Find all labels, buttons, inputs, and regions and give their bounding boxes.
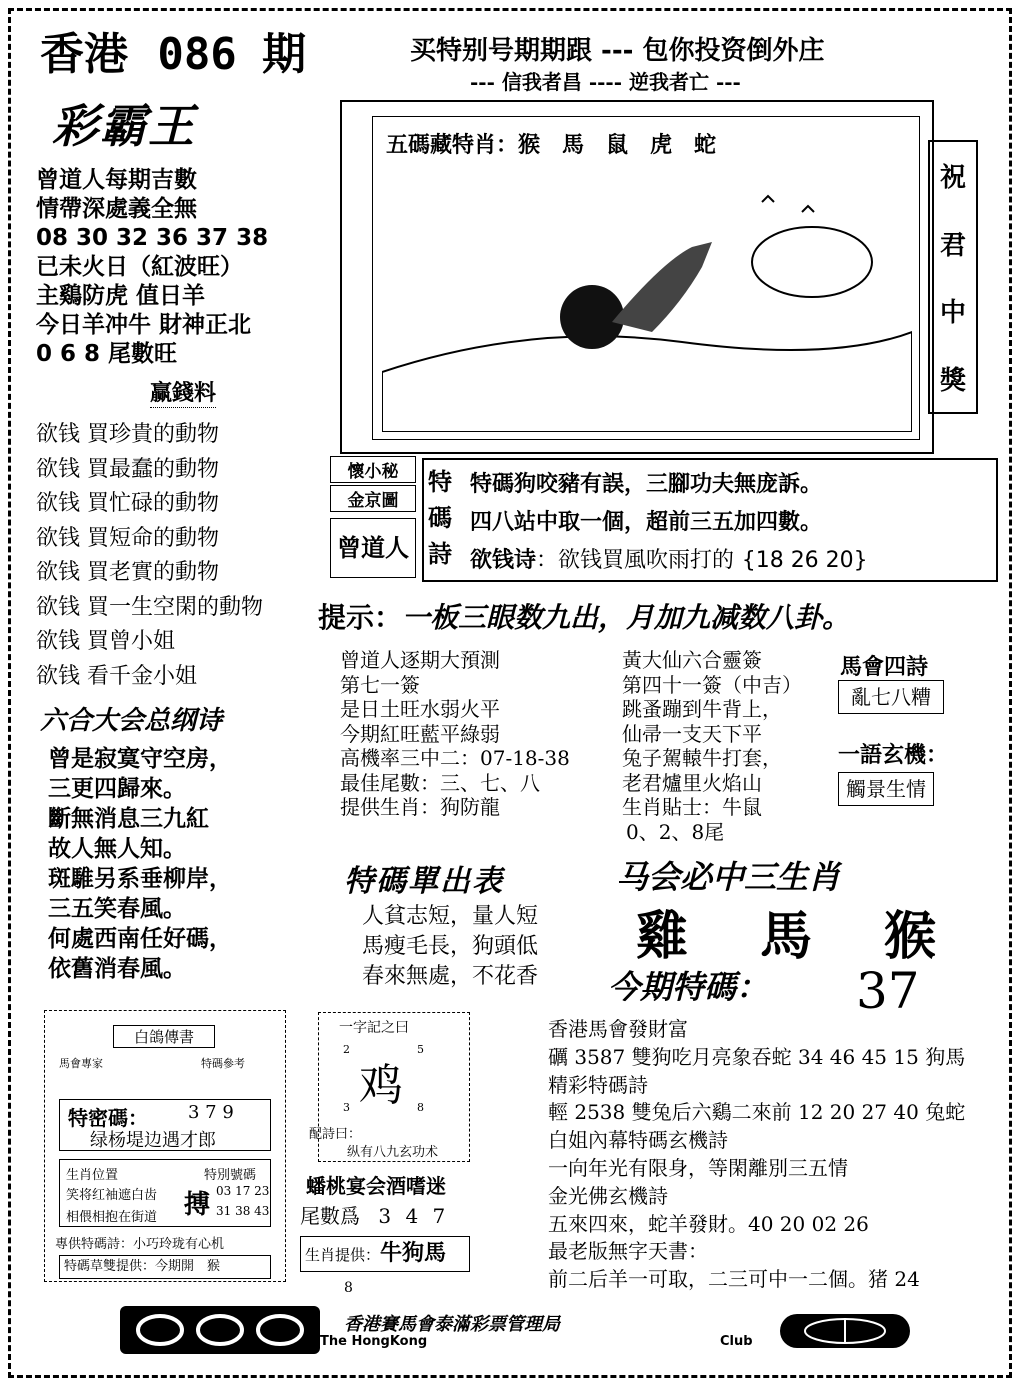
money-prefix: 欲钱 — [36, 422, 81, 447]
pigeon-sub2: 特碼參考 — [201, 1057, 245, 1070]
money-prefix: 欲钱 — [36, 663, 81, 689]
zodiac-char: 雞 — [636, 907, 689, 967]
right-line: 白姐內幕特碼玄機詩 — [548, 1128, 728, 1153]
money-item — [36, 556, 263, 591]
special-out-line: 人貧志短，量人短 — [362, 904, 539, 929]
forecast-block — [340, 648, 570, 820]
banquet-tail — [300, 1200, 449, 1229]
pigeon-code-label: 特密碼： — [68, 1106, 148, 1130]
horse-poem-text: 亂七八糟 — [838, 680, 944, 714]
info-line: 已未火日（紅波旺） — [36, 254, 243, 280]
right-line: 金光佛玄機詩 — [548, 1183, 668, 1208]
special-out-line: 春來無處，不花香 — [362, 964, 539, 989]
zodiac-char: 猴 — [883, 907, 936, 967]
right-line: 前二后羊一可取，二三可中一二個。猪 24 — [548, 1267, 920, 1292]
wish-side — [928, 140, 978, 414]
stamp-line: 懷小秘 — [330, 456, 416, 483]
right-line: 礪 3587 雙狗吃月亮象吞蛇 34 46 45 15 狗馬 — [548, 1044, 966, 1069]
money-text: 買一生空閑的動物 — [87, 594, 264, 620]
word-text: 纵有八九玄功术 — [347, 1145, 439, 1160]
page-number: 8 — [344, 1280, 353, 1296]
pigeon-pos-line: 笑将红袖遮白齿 — [66, 1188, 158, 1203]
word-num: 5 — [417, 1043, 424, 1056]
money-text: 看千金小姐 — [87, 663, 198, 689]
money-item — [36, 522, 263, 557]
title-hk: 香港 — [40, 29, 128, 80]
hill-outline — [382, 332, 912, 432]
pigeon-title: 白鴿傳書 — [113, 1025, 215, 1048]
money-item — [36, 487, 263, 522]
poem-main-title: 六合大会总纲诗 — [40, 706, 223, 736]
wish-char: 祝 — [939, 163, 966, 194]
pigeon-nums: 03 17 23 — [216, 1184, 270, 1198]
money-text: 買忙碌的動物 — [87, 491, 220, 516]
footer-bar — [120, 1306, 920, 1354]
special-out-title: 特碼單出表 — [344, 864, 504, 899]
pigeon-detail-box — [59, 1159, 271, 1227]
stamp-seal: 曾道人 — [330, 518, 416, 578]
banquet-tail-label: 尾數爲 — [300, 1204, 360, 1228]
banquet-tail-value: 3 4 7 — [378, 1204, 450, 1228]
money-text: 買曾小姐 — [87, 629, 176, 654]
money-item — [36, 591, 263, 626]
forecast-line: 提供生肖：狗防龍 — [340, 795, 500, 819]
money-list — [36, 418, 263, 694]
money-title: 赢錢料 — [150, 376, 216, 408]
money-text: 買短命的動物 — [87, 525, 220, 551]
money-prefix: 欲钱 — [36, 456, 81, 482]
money-text: 買珍貴的動物 — [87, 422, 220, 447]
poem-main — [48, 744, 232, 984]
hdx-line: 仙帚一支天下平 — [622, 721, 762, 746]
special-line3-text: ：欲钱買風吹雨打的 — [536, 548, 735, 573]
right-line: 精彩特碼詩 — [548, 1072, 648, 1097]
forecast-line: 今期紅旺藍平綠弱 — [340, 721, 500, 746]
landscape-illustration — [382, 172, 912, 432]
knot-logo-icon — [120, 1306, 320, 1354]
word-num: 2 — [343, 1043, 350, 1056]
money-item — [36, 625, 263, 660]
pigeon-num-label: 特別號碼 — [204, 1168, 257, 1183]
hkjc-logo-right — [780, 1314, 910, 1348]
right-line: 最老版無字天書： — [548, 1239, 708, 1264]
pigeon-box — [44, 1010, 286, 1282]
word-num: 3 — [343, 1101, 350, 1114]
special-label-char: 碼 — [428, 504, 452, 532]
info-line: 08 30 32 36 37 38 — [36, 225, 269, 251]
picture-box — [340, 100, 934, 454]
special-line — [470, 542, 868, 580]
stamp-line: 金京圖 — [330, 485, 416, 512]
sun-shape — [560, 285, 624, 349]
hkjc-logo-left — [120, 1306, 320, 1354]
word-label: 配詩曰： — [309, 1127, 362, 1142]
butterfly-shape — [762, 196, 814, 212]
three-zodiac — [636, 894, 936, 969]
word-title: 一字記之曰 — [339, 1020, 409, 1036]
special-line3-nums: {18 26 20} — [741, 548, 868, 573]
hdx-line: 兔子駕轅牛打套， — [622, 746, 782, 770]
money-text: 買老實的動物 — [87, 560, 220, 585]
this-period-number: 37 — [856, 962, 920, 1020]
money-prefix: 欲钱 — [36, 491, 81, 516]
poem-line: 依舊消春風。 — [48, 956, 186, 982]
pigeon-pos-line: 相偎相抱在街道 — [66, 1210, 158, 1225]
footer-en-left: The HongKong — [320, 1334, 428, 1349]
picture-caption: 五碼藏特肖：猴 馬 鼠 虎 蛇 — [386, 133, 717, 158]
animal-shape — [612, 242, 712, 332]
pigeon-provide — [59, 1255, 271, 1279]
special-out-line: 馬瘦毛長，狗頭低 — [362, 934, 539, 959]
forecast-line: 第七一簽 — [340, 672, 420, 697]
footer-cn: 香港賽馬會泰滿彩票管理局 — [344, 1314, 560, 1335]
special-out-lines — [362, 902, 538, 992]
mystery-text: 觸景生情 — [838, 772, 934, 806]
pigeon-poem-line: 專供特碼詩：小巧玲珑有心机 — [55, 1237, 225, 1252]
hdx-line: 第四十一簽（中吉） — [622, 672, 802, 697]
right-line: 輕 2538 雙兔后六鷄二來前 12 20 27 40 兔蛇 — [548, 1100, 966, 1125]
slogan-sub: --- 信我者昌 ---- 逆我者亡 --- — [470, 70, 741, 94]
special-label — [428, 464, 458, 572]
special-code-box — [422, 458, 998, 582]
pigeon-pos-label: 生肖位置 — [66, 1168, 119, 1183]
zodiac-provide-box — [300, 1236, 470, 1272]
word-char: 鸡 — [359, 1060, 403, 1111]
hint-label: 提示： — [318, 601, 403, 634]
forecast-line: 是日土旺水弱火平 — [340, 697, 500, 721]
zodiac-provide-value: 牛狗馬 — [380, 1241, 447, 1266]
special-poem — [470, 466, 868, 580]
banquet-title: 蟠桃宴会酒嗜迷 — [306, 1174, 446, 1198]
forecast-line: 最佳尾數：三、七、八 — [340, 770, 540, 795]
money-item — [36, 453, 263, 488]
poem-line: 故人無人知。 — [48, 836, 186, 862]
hint-text: 一板三眼数九出，月加九减数八卦。 — [402, 601, 851, 634]
info-line: 情帶深處義全無 — [36, 196, 197, 222]
hdx-line: 生肖貼士：牛鼠 — [622, 795, 762, 819]
money-prefix: 欲钱 — [36, 629, 81, 654]
poem-line: 斑騅另系垂柳岸， — [48, 866, 232, 892]
poem-line: 三更四歸來。 — [48, 776, 186, 802]
poem-line: 斷無消息三九紅 — [48, 806, 209, 832]
emblem-icon — [780, 1314, 910, 1348]
zodiac-provide-label: 生肖提供： — [305, 1246, 381, 1264]
special-line: 特碼狗咬豬有誤，三腳功夫無庞訴。 — [470, 472, 823, 497]
logo-text: 彩霸王 — [52, 99, 196, 153]
this-period-label: 今期特碼： — [608, 968, 769, 1006]
hint-line — [318, 596, 850, 636]
pigeon-big-char: 搏 — [184, 1190, 211, 1220]
pigeon-code-box — [59, 1099, 271, 1151]
pigeon-provide-value: 今期開 猴 — [155, 1259, 221, 1274]
word-num: 8 — [417, 1101, 424, 1114]
money-text: 買最蠢的動物 — [87, 456, 220, 482]
horse-poem-title: 馬會四詩 — [840, 655, 929, 680]
hdx-line: 老君爐里火焰山 — [622, 770, 762, 795]
pigeon-code-value: 3 7 9 — [188, 1102, 234, 1123]
pigeon-provide-label: 特碼草雙提供： — [64, 1259, 156, 1274]
right-line: 一向年光有限身，等閑離別三五情 — [548, 1155, 848, 1180]
info-line: 主鷄防虎 值日羊 — [36, 283, 206, 309]
hdx-line: 黃大仙六合靈簽 — [622, 648, 762, 672]
title-period: 期 — [262, 29, 307, 80]
huangdaxian-block — [622, 648, 802, 844]
daily-info — [36, 166, 268, 369]
right-line: 香港馬會發財富 — [548, 1017, 688, 1041]
word-box — [309, 1012, 470, 1162]
info-line: 曾道人每期吉數 — [36, 167, 197, 193]
info-line: 今日羊冲牛 財神正北 — [36, 312, 252, 338]
title-number: 086 — [157, 29, 237, 80]
poem-line: 三五笑春風。 — [48, 896, 186, 922]
pigeon-nums: 31 38 43 — [216, 1204, 270, 1218]
money-prefix: 欲钱 — [36, 525, 81, 551]
three-zodiac-title: 马会必中三生肖 — [616, 858, 841, 896]
right-list — [548, 1016, 965, 1294]
pigeon-sub1: 馬會專家 — [59, 1057, 103, 1070]
right-line: 五來四來，蛇羊發財。40 20 02 26 — [548, 1211, 869, 1236]
poem-line: 何處西南任好碼， — [48, 926, 232, 952]
issue-title — [40, 30, 306, 80]
stamp-block — [330, 456, 416, 586]
special-label-char: 特 — [428, 468, 452, 496]
info-line: 0 6 8 尾數旺 — [36, 341, 178, 367]
special-line: 四八站中取一個，超前三五加四數。 — [470, 510, 823, 535]
special-label-char: 詩 — [428, 540, 452, 568]
forecast-line: 高機率三中二：07-18-38 — [340, 746, 570, 770]
footer-en-right: Club — [720, 1334, 753, 1349]
slogan-main: 买特别号期期跟 --- 包你投资倒外庄 — [410, 36, 825, 66]
wish-char: 君 — [939, 230, 966, 261]
hdx-line: 0、2、8尾 — [626, 819, 725, 844]
money-item — [36, 418, 263, 453]
money-prefix: 欲钱 — [36, 594, 81, 620]
rock-shape — [752, 227, 872, 297]
zodiac-char: 馬 — [759, 907, 812, 967]
mystery-title: 一語玄機： — [838, 743, 949, 768]
wish-char: 獎 — [939, 365, 966, 396]
poem-line: 曾是寂寞守空房， — [48, 746, 232, 772]
money-prefix: 欲钱 — [36, 560, 81, 585]
pigeon-phrase: 绿杨堤边遇才郎 — [90, 1130, 216, 1151]
hdx-line: 跳蚤蹦到牛背上， — [622, 697, 782, 721]
wish-char: 中 — [939, 298, 966, 329]
money-item — [36, 660, 263, 695]
forecast-line: 曾道人逐期大預測 — [340, 648, 500, 672]
special-line3-label: 欲钱诗 — [470, 548, 537, 573]
